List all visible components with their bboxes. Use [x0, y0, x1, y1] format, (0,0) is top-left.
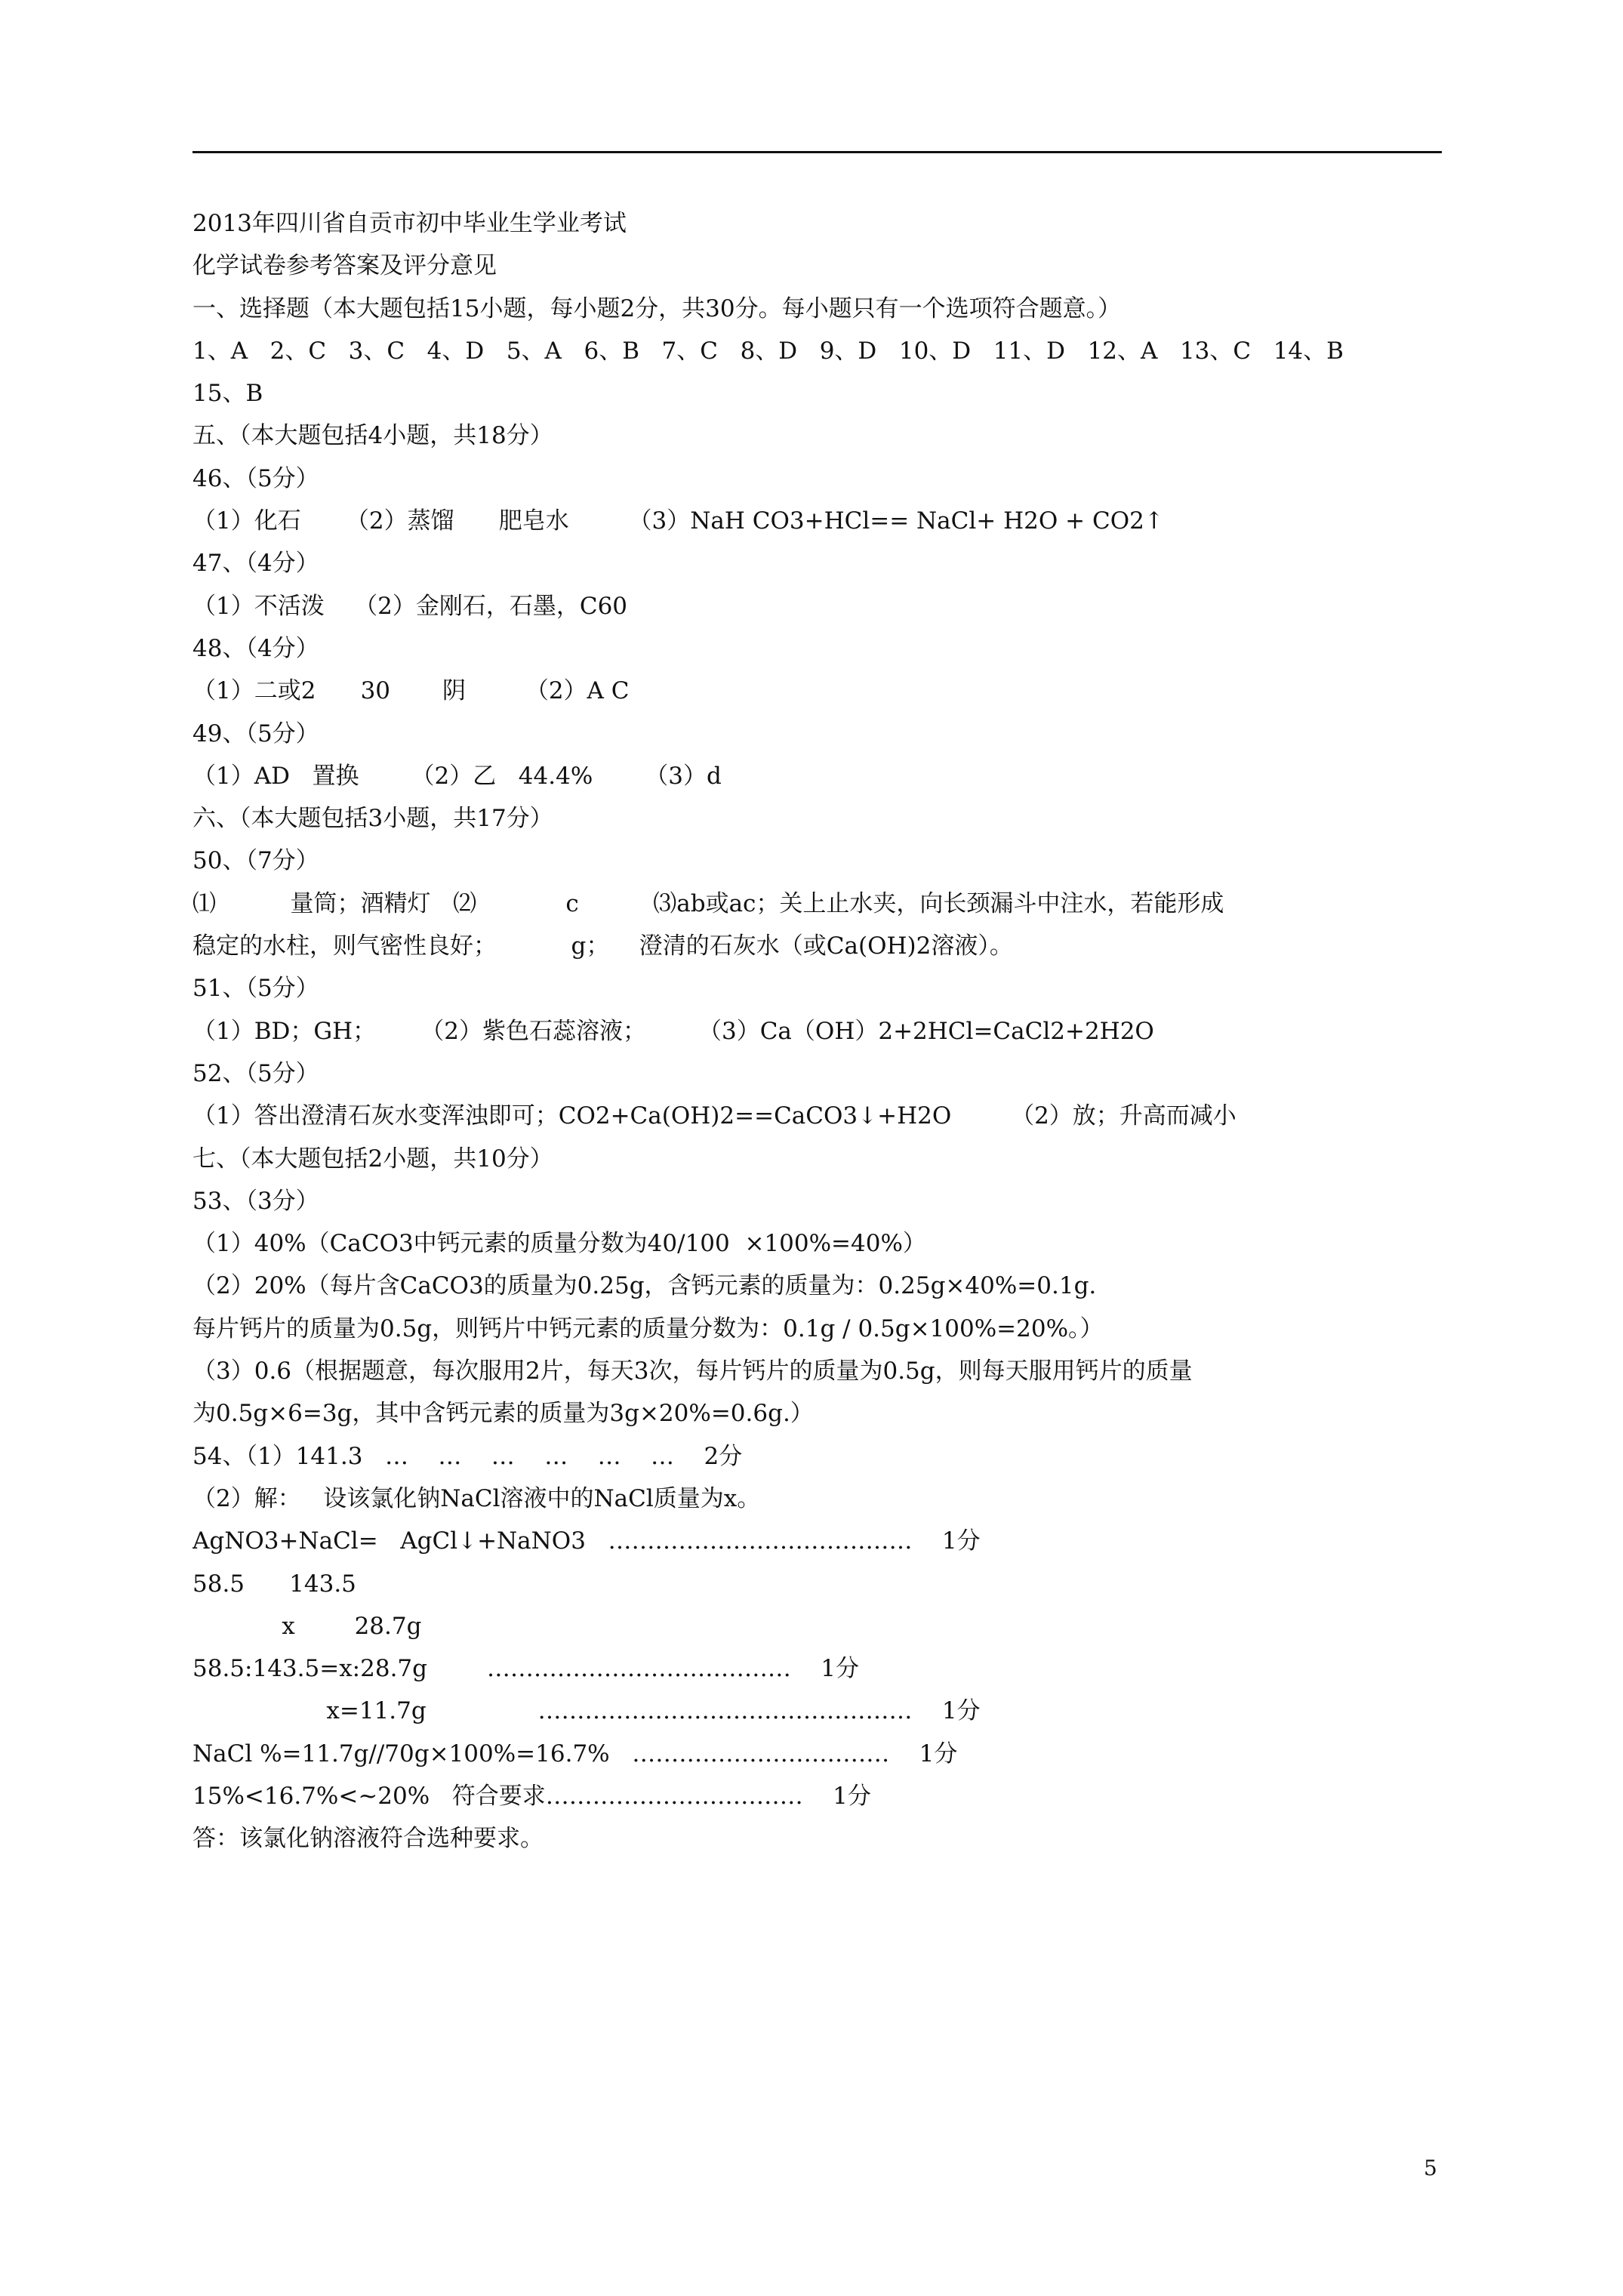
text-line: x=11.7g ………………………………………… 1分: [192, 1697, 981, 1725]
text-line: 51、（5分）: [192, 975, 319, 1003]
text-line: 48、（4分）: [192, 634, 319, 662]
text-line: （1）二或2 30 阴 （2）A C: [192, 677, 630, 705]
text-line: 稳定的水柱，则气密性良好； g； 澄清的石灰水（或Ca(OH)2溶液）。: [192, 932, 1013, 960]
text-line: 53、（3分）: [192, 1187, 319, 1215]
text-line: AgNO3+NaCl= AgCl↓+NaNO3 ………………………………… 1分: [192, 1527, 981, 1555]
text-line: 15、B: [192, 380, 263, 408]
text-line: 52、（5分）: [192, 1059, 319, 1087]
text-line: （2）解： 设该氯化钠NaCl溶液中的NaCl质量为x。: [192, 1484, 761, 1512]
text-line: 一、选择题（本大题包括15小题，每小题2分，共30分。每小题只有一个选项符合题意。）: [192, 294, 1122, 322]
document-subtitle: 化学试卷参考答案及评分意见: [192, 252, 497, 280]
text-line: 七、（本大题包括2小题，共10分）: [192, 1145, 553, 1173]
text-line: 15%<16.7%<~20% 符合要求…………………………… 1分: [192, 1782, 871, 1810]
text-line: 46、（5分）: [192, 464, 319, 492]
text-line: （1）不活泼 （2）金刚石，石墨，C60: [192, 592, 628, 620]
page-number: 5: [1424, 2156, 1437, 2180]
text-line: （1）40%（CaCO3中钙元素的质量分数为40/100 ×100%=40%）: [192, 1230, 926, 1258]
text-line: 49、（5分）: [192, 720, 319, 747]
text-line: 五、（本大题包括4小题，共18分）: [192, 422, 553, 450]
text-line: 50、（7分）: [192, 847, 319, 875]
text-line: （1）化石 （2）蒸馏 肥皂水 （3）NaH CO3+HCl== NaCl+ H2O + CO2↑: [192, 507, 1164, 535]
text-line: （1）答出澄清石灰水变浑浊即可；CO2+Ca(OH)2==CaCO3↓+H2O （2）放；升高而减小: [192, 1102, 1236, 1130]
text-line: 58.5:143.5=x:28.7g ………………………………… 1分: [192, 1655, 859, 1683]
text-line: （3）0.6（根据题意，每次服用2片，每天3次，每片钙片的质量为0.5g，则每天服用钙片的质量: [192, 1358, 1193, 1385]
text-line: 47、（4分）: [192, 550, 319, 578]
text-line: 为0.5g×6=3g，其中含钙元素的质量为3g×20%=0.6g.）: [192, 1400, 814, 1428]
text-line: 54、（1）141.3 … … … … … … 2分: [192, 1442, 743, 1470]
text-line: ⑴ 量筒；酒精灯 ⑵ c ⑶ab或ac；关上止水夹，向长颈漏斗中注水，若能形成: [192, 889, 1224, 917]
text-line: （1）BD；GH； （2）紫色石蕊溶液； （3）Ca（OH）2+2HCl=CaCl2+2H2O: [192, 1017, 1154, 1045]
document-title: 2013年四川省自贡市初中毕业生学业考试: [192, 210, 627, 237]
text-line: 六、（本大题包括3小题，共17分）: [192, 805, 553, 833]
header-rule: [192, 151, 1442, 153]
answer-key-body: [192, 202, 1449, 1860]
text-line: 答：该氯化钠溶液符合选种要求。: [192, 1825, 544, 1853]
text-line: 1、A 2、C 3、C 4、D 5、A 6、B 7、C 8、D 9、D 10、D 11、D 12、A 13、C 14、B: [192, 337, 1344, 365]
text-line: （1）AD 置换 （2）乙 44.4% （3）d: [192, 762, 722, 790]
text-line: 58.5 143.5: [192, 1570, 356, 1598]
text-line: x 28.7g: [192, 1612, 422, 1640]
text-line: NaCl %=11.7g//70g×100%=16.7% …………………………… 1分: [192, 1740, 958, 1767]
text-line: 每片钙片的质量为0.5g，则钙片中钙元素的质量分数为：0.1g / 0.5g×100%=20%。）: [192, 1314, 1104, 1342]
text-line: （2）20%（每片含CaCO3的质量为0.25g，含钙元素的质量为：0.25g×40%=0.1g.: [192, 1272, 1097, 1300]
